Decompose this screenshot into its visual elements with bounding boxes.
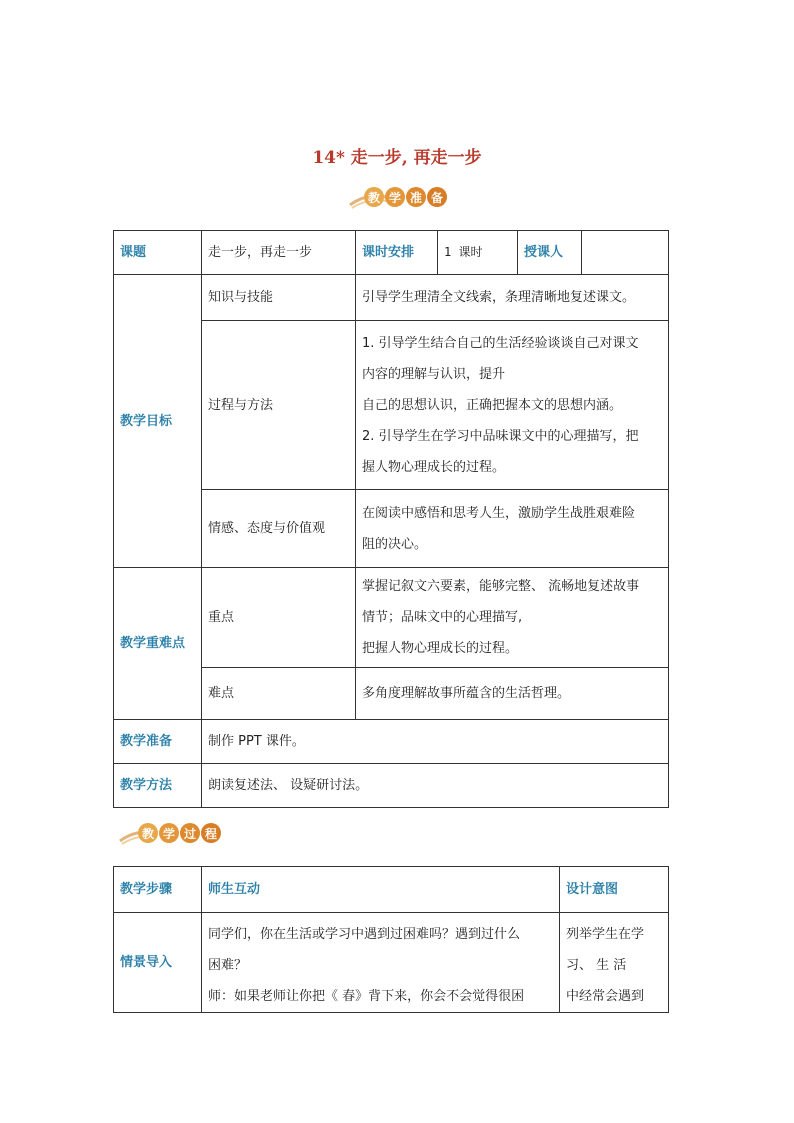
process-line: 1. 引导学生结合自己的生活经验谈谈自己对课文	[362, 335, 639, 351]
banner-char: 准	[406, 187, 426, 207]
focus-line: 情节；品味文中的心理描写,	[362, 610, 523, 625]
materials-label: 教学准备	[114, 720, 202, 764]
teacher-label: 授课人	[518, 231, 582, 275]
banner-char: 程	[201, 823, 221, 843]
schedule-label: 课时安排	[356, 231, 438, 275]
topic-label: 课题	[114, 231, 202, 275]
step-intro-line: 同学们，你在生活或学习中遇到过困难吗？遇到过什么	[208, 927, 521, 942]
keypoints-label: 教学重难点	[114, 568, 202, 720]
step-intro-intent	[560, 913, 669, 1013]
header-intent: 设计意图	[560, 867, 669, 913]
focus-label: 重点	[202, 568, 356, 668]
schedule-value: 1 课时	[438, 231, 518, 275]
knowledge-value: 引导学生理清全文线索，条理清晰地复述课文。	[356, 275, 669, 321]
teaching-prep-table	[113, 230, 669, 808]
emotion-label: 情感、态度与价值观	[202, 490, 356, 568]
banner-char: 教	[138, 823, 158, 843]
focus-line: 把握人物心理成长的过程。	[362, 641, 519, 656]
focus-line: 掌握记叙文六要素，能够完整、 流畅地复述故事	[362, 579, 640, 594]
goals-label: 教学目标	[114, 275, 202, 568]
methods-value: 朗读复述法、 设疑研讨法。	[202, 764, 669, 808]
emotion-value	[356, 490, 669, 568]
banner-char: 教	[364, 187, 384, 207]
methods-label: 教学方法	[114, 764, 202, 808]
knowledge-label: 知识与技能	[202, 275, 356, 321]
process-line: 内容的理解与认识，提升	[362, 366, 506, 382]
step-intro-line: 困难？	[208, 958, 248, 973]
step-intro-line: 师：如果老师让你把《 春》背下来，你会不会觉得很困	[208, 989, 525, 1004]
step-intro-content	[202, 913, 560, 1013]
teaching-process-table	[113, 866, 669, 1013]
process-label: 过程与方法	[202, 321, 356, 490]
banner-teaching-prep	[348, 183, 458, 213]
difficulty-label: 难点	[202, 668, 356, 720]
banner-char: 过	[180, 823, 200, 843]
materials-value: 制作 PPT 课件。	[202, 720, 669, 764]
banner-char: 学	[159, 823, 179, 843]
intent-line: 列举学生在学	[566, 927, 645, 942]
lesson-title: 14* 走一步, 再走一步	[312, 148, 482, 168]
intent-line: 习、 生 活	[566, 958, 627, 973]
step-intro-label: 情景导入	[114, 913, 202, 1013]
banner-char: 学	[385, 187, 405, 207]
process-line: 自己的思想认识，正确把握本文的思想内涵。	[362, 397, 623, 413]
header-step: 教学步骤	[114, 867, 202, 913]
emotion-line: 阻的决心。	[362, 536, 428, 552]
emotion-line: 在阅读中感悟和思考人生，激励学生战胜艰难险	[362, 505, 636, 521]
topic-value: 走一步，再走一步	[202, 231, 356, 275]
banner-teaching-process	[118, 819, 228, 849]
difficulty-value: 多角度理解故事所蕴含的生活哲理。	[356, 668, 669, 720]
process-line: 2. 引导学生在学习中品味课文中的心理描写，把	[362, 428, 639, 444]
intent-line: 中经常会遇到	[566, 989, 645, 1004]
banner-char: 备	[427, 187, 447, 207]
process-line: 握人物心理成长的过程。	[362, 459, 506, 475]
header-interaction: 师生互动	[202, 867, 560, 913]
process-value	[356, 321, 669, 490]
focus-value	[356, 568, 669, 668]
teacher-value	[582, 231, 669, 275]
